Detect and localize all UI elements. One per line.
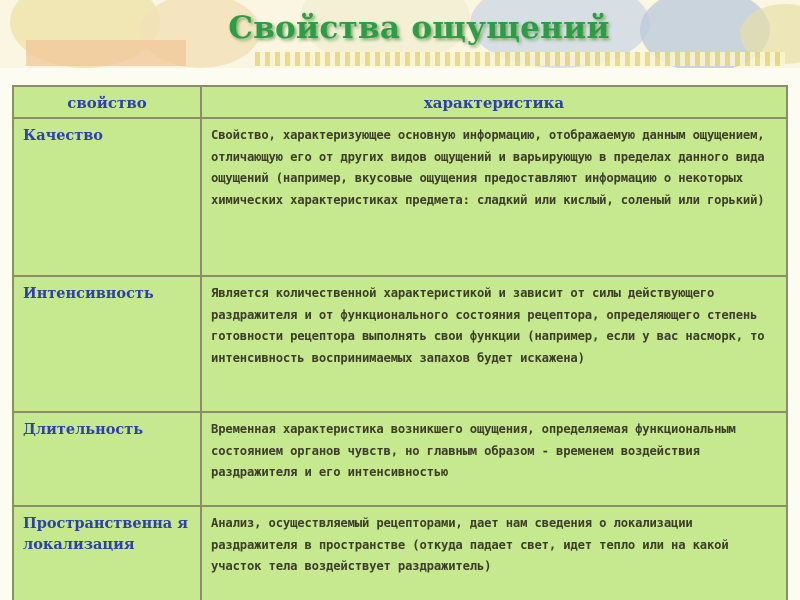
properties-table (12, 85, 788, 600)
header-property: свойство (13, 86, 201, 118)
property-name: Пространственна я локализация (13, 506, 201, 600)
header-characteristic: характеристика (201, 86, 787, 118)
property-description: Свойство, характеризующее основную информацию, отображаемую данным ощущением, отличающую его от других видов ощущений и варьирующую в пределах данного вида ощущений (например, вкусовые ощущения предоставляют информацию о некоторых химических характеристиках предмета: сладкий или кислый, соленый или горький) (201, 118, 787, 276)
property-description: Является количественной характеристикой и зависит от силы действующего раздражителя и от функционального состояния рецептора, определяющего степень готовности рецептора выполнять свои функции (например, если у вас насморк, то интенсивность воспринимаемых запахов будет искажена) (201, 276, 787, 412)
property-name: Интенсивность (13, 276, 201, 412)
banner-fan-pattern (255, 52, 785, 66)
slide-title: Свойства ощущений (228, 10, 610, 46)
property-name: Длительность (13, 412, 201, 506)
table-header-row (13, 86, 787, 118)
table-row (13, 118, 787, 276)
property-description: Временная характеристика возникшего ощущения, определяемая функциональным состоянием органов чувств, но главным образом - временем воздействия раздражителя и его интенсивностью (201, 412, 787, 506)
property-description: Анализ, осуществляемый рецепторами, дает нам сведения о локализации раздражителя в пространстве (откуда падает свет, идет тепло или на какой участок тела воздействует раздражитель) (201, 506, 787, 600)
property-name: Качество (13, 118, 201, 276)
table-row (13, 412, 787, 506)
table-row (13, 506, 787, 600)
table-row (13, 276, 787, 412)
